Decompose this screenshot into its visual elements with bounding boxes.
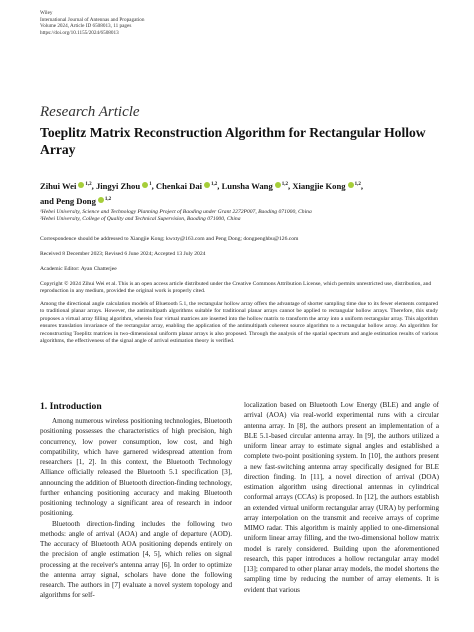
doi-link[interactable]: https://doi.org/10.1155/2024/6508013 [40,29,119,36]
author-affiliation-mark: 1,2 [354,182,361,187]
orcid-icon[interactable] [98,197,104,203]
author-name[interactable]: Jingyi Zhou [95,180,141,191]
section-heading: 1. Introduction [40,401,102,412]
article-type: Research Article [40,104,140,120]
orcid-icon[interactable] [204,182,210,188]
author-affiliation-mark: 1 [149,182,152,187]
paper-title: Toeplitz Matrix Reconstruction Algorithm for Rectangular Hollow Array [40,125,426,157]
author-affiliation-mark: 1,2 [85,182,92,187]
academic-editor: Academic Editor: Ayan Chatterjee [40,266,117,272]
orcid-icon[interactable] [78,182,84,188]
affiliation-2: ²Hebei University, College of Quality and Technical Supervision, Baoding 071000, China [40,216,241,223]
journal-name: International Journal of Antennas and Propagation [40,16,145,23]
author-name[interactable]: Zihui Wei [40,180,77,191]
author [96,181,152,191]
affiliation-1: ¹Hebei University, Science and Technology Planning Project of Baoding under Grant 2272P007, Baoding 071000, China [40,209,312,215]
author-list: Zihui Wei $^{1,2}$, Jingyi Zhou $^1$, Chenkai Dai $^{1,2}$, Lunsha Wang $^{1,2}$, Xiangjie Kong $^{1,2}$, and Peng Dong $^{1,2}$ [40,180,363,206]
right-column [244,400,439,595]
journal-volume: Volume 2024, Article ID 6508013, 11 pages [40,23,132,30]
author-affiliation-mark: 1,2 [281,182,289,187]
publisher-name: Wiley [40,10,53,16]
orcid-icon[interactable] [142,182,148,188]
dates: Received 8 December 2023; Revised 6 June 2024; Accepted 13 July 2024 [40,251,206,257]
author-name[interactable]: Xiangjie Kong [292,180,346,191]
paragraph: Bluetooth direction-finding includes the following two methods: angle of arrival (AOA) and angle of departure (AOD). The accuracy of Bluetooth AOA positioning depends entirely on the precision of angle estimation [4, 5], which relies on signal processing at the receiver's antenna array [6]. In order to optimize the antenna array signal, scholars have done the following research. The authors in [7] evaluate a novel system topology and algorithms for self- [40,519,232,600]
journal-header [40,10,144,36]
paragraph: Among numerous wireless positioning technologies, Bluetooth positioning possesses the characteristics of high precision, high concurrency, low power consumption, low cost, and high compatibility, which have garnered widespread attention from researchers [1, 2]. In this context, the Bluetooth Technology Alliance officially released the Bluetooth 5.1 specification [3], announcing the addition of Bluetooth direction-finding technology, further enhancing positioning accuracy and making Bluetooth positioning technology a significant area of research in indoor positioning. [40,417,232,518]
author [40,181,92,191]
paragraph: localization based on Bluetooth Low Energy (BLE) and angle of arrival (AOA) via real-world experimental runs with a circular antenna array. In [8], the authors present an implementation of a BLE 5.1-based circular antenna array. In [9], the authors utilized a uniform linear array to estimate signal angles and established a complete two-point positioning system. In [10], the authors present a new fast-switching antenna array specifically designed for BLE direction finding. In [11], a novel direction of arrival (DOA) estimation algorithm using directional antennas in cylindrical conformal arrays (CCAs) is proposed. In [12], the authors establish an extended virtual uniform rectangular array (URA) by performing array interpolation on the transmit and receive arrays of coprime MIMO radar. This algorithm is mainly applied to one-dimensional uniform linear array filling, and the two-dimensional hollow matrix model is rarely considered. Building upon the aforementioned research, this paper introduces a hollow rectangular array model [13]; compared to other planar array models, the model shortens the sampling time by reducing the number of array elements. It is evident that various [244,401,439,594]
author-name[interactable]: Chenkai Dai [155,180,203,191]
author-affiliation-mark: 1,2 [104,196,112,202]
orcid-icon[interactable] [275,182,281,188]
orcid-icon[interactable] [348,182,354,188]
left-column [40,416,232,601]
author [40,196,111,206]
author-name[interactable]: Lunsha Wang [221,180,273,191]
author-affiliation-mark: 1,2 [211,182,218,187]
author [156,181,217,191]
affiliations [40,209,440,224]
author [222,181,288,191]
correspondence: Correspondence should be addressed to Xiangjie Kong; kwxty@163.com and Peng Dong; dongpenghbu@126.com [40,236,299,242]
copyright-notice: Copyright © 2024 Zihui Wei et al. This is an open access article distributed under the Creative Commons Attribution License, which permits unrestricted use, distribution, and reproduction in any medium, provided the original work is properly cited. [40,281,432,295]
author [292,181,361,191]
author-name[interactable]: and Peng Dong [40,195,96,206]
abstract: Among the directional angle calculation models of Bluetooth 5.1, the rectangular hollow array offers the advantage of shorter sampling time due to its fewer elements compared to traditional planar arrays. However, the antimultipath algorithms suitable for traditional planar arrays cannot be applied to rectangular hollow arrays. Therefore, this study proposes a virtual array filling algorithm, wherein four virtual matrices are inserted into the hollow matrix to transform the array into a uniform rectangular array. This algorithm ensures translation invariance of the rectangular array, enabling the application of the antimultipath coherent source algorithm to a rectangular hollow array. An algorithm for reconstructing Toeplitz matrices in two-dimensional uniform planar arrays is also proposed. Through the analysis of the spatial spectrum and angle estimation results of various algorithms, the effectiveness of the signal angle of arrival estimation theory is verified. [40,301,438,345]
